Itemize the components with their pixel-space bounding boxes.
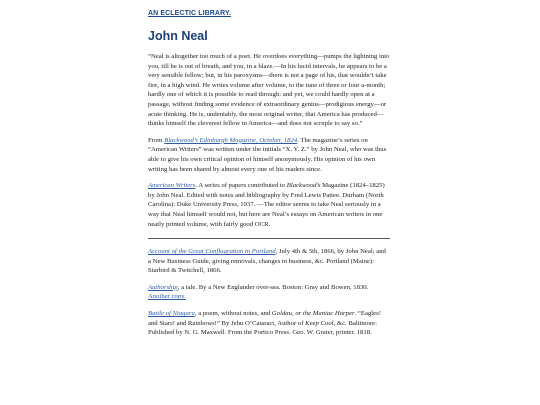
work-american-writers	[148, 181, 390, 229]
quote-paragraph: “Neal is altogether too much of a poet. He overdoes everything—pumps the lightning into you, till he is out of breath, and you, in a blaze.—In his lucid intervals, he appears to be a very sensible fellow; but, in his paroxysms—there is not a page of his, that wouldn’t take fire, in a high wind. He writes volume after volume, to the tune of three or four a-month; hardly one of which it is possible to read through: and yet, we could hardly open at a passage, without finding some evidence of extraordinary genius—prodigious energy—or acute thinking. He is, undeniably, the most original writer, that America has produced—thinks himself the cleverest fellow in America—and does not scruple to say so.”	[148, 53, 390, 128]
work-text: , a poem, without notes, and	[194, 310, 272, 318]
work-text: . A series of papers contributed to	[195, 182, 287, 190]
source-paragraph	[148, 136, 390, 174]
work-authorship	[148, 283, 390, 302]
page-content	[148, 10, 390, 345]
work-niagara	[148, 309, 390, 338]
work-text2: . “Eagles! and Stars! and Rainbows!” By Jehu O’Cataract, Author of	[148, 310, 381, 327]
site-home-link[interactable]: AN ECLECTIC LIBRARY.	[148, 10, 232, 17]
work-text3: , &c. Baltimore: Published by N. G. Maxwell. From the Portico Press. Geo. W. Grater, printer. 1818.	[148, 319, 378, 337]
work-conflagration	[148, 247, 390, 276]
another-copy-link[interactable]: Another copy.	[148, 293, 186, 301]
work-text2: Magazine (1824–1825) by John Neal. Edited with notes and bibliography by Fred Lewis Pattee. Durham (North Carolina): Duke University Press, 1937. —The editor seems to take Neal seriously in a way that Neal himself would not, but here are Neal’s essays on American writers in one neatly printed volume, with fairly good OCR.	[148, 182, 385, 228]
divider	[148, 238, 390, 239]
work-title2: Blackwood’s	[286, 182, 321, 190]
work-link[interactable]: American Writers	[148, 182, 196, 190]
source-post: . The magazine’s series on “American Writers” was written under the initials “X. Y. Z.” by John Neal, who was thus able to give his own critical opinion of himself anonymously. His opinion of his own writing has been shared by almost every one of his readers since.	[148, 136, 387, 173]
work-title3: Keep Cool	[305, 319, 334, 327]
page-title: John Neal	[148, 29, 208, 43]
work-title2: Goldau, or the Maniac Harper	[271, 310, 355, 318]
work-link[interactable]: Account of the Great Conflagration in Portland	[148, 248, 276, 256]
work-link[interactable]: Battle of Niagara	[148, 310, 195, 318]
source-pre: From	[148, 136, 165, 144]
source-link[interactable]: Blackwood’s Edinburgh Magazine, October, 1824	[164, 136, 298, 144]
work-link[interactable]: Authorship	[148, 283, 178, 291]
work-text: , July 4th & 5th, 1866, by John Neal; and a New Business Guide, giving removals, changes in business, &c. Portland (Maine): Starbird & Twitchell, 1866.	[148, 248, 386, 275]
work-text: , a tale. By a New Englander over-sea. Boston: Gray and Bowen, 1830.	[177, 283, 369, 291]
